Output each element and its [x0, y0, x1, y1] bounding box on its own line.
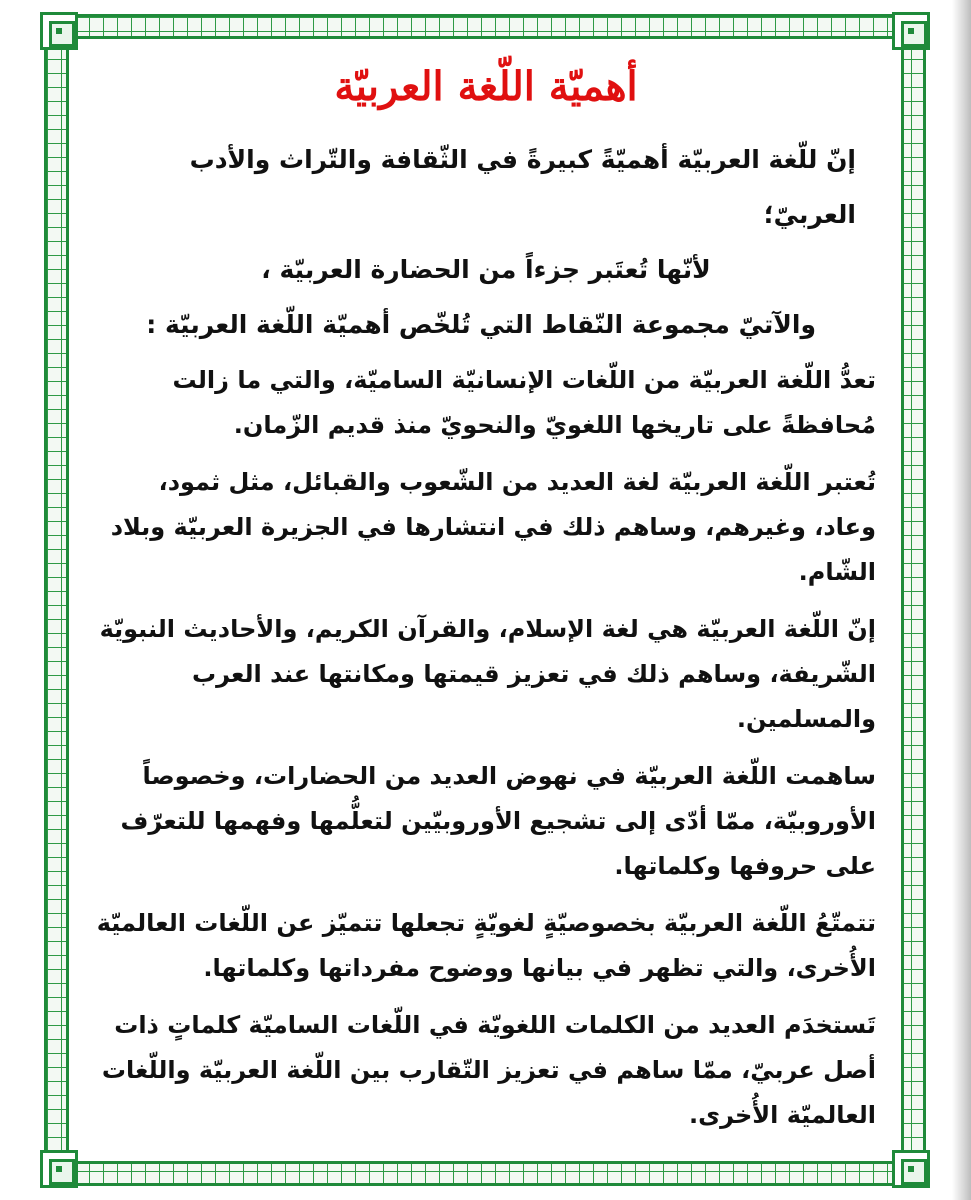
point-paragraph: ساهمت اللّغة العربيّة في نهوض العديد من الحضارات، وخصوصاً الأوروبيّة، ممّا أدّى إلى تشجيع الأوروبيّين لتعلُّمها وفهمها للتعرّف على حروفها وكلماتها. [120, 762, 876, 880]
intro-paragraph [96, 132, 876, 352]
point-paragraph: تعدُّ اللّغة العربيّة من اللّغات الإنسانيّة الساميّة، والتي ما زالت مُحافظةً على تاريخها اللغويّ والنحويّ منذ قديم الزّمان. [172, 366, 876, 439]
intro-line: لأنّها تُعتَبر جزءاً من الحضارة العربيّة ، [261, 255, 711, 284]
intro-line: والآتيّ مجموعة النّقاط التي تُلخّص أهميّة اللّغة العربيّة : [146, 310, 816, 339]
point-paragraph: تَستخدَم العديد من الكلمات اللغويّة في اللّغات الساميّة كلماتٍ ذات أصل عربيّ، ممّا ساهم في تعزيز التّقارب بين اللّغة العربيّة واللّغات العالميّة الأُخرى. [101, 1011, 876, 1129]
point-paragraph: تُعتبر اللّغة العربيّة لغة العديد من الشّعوب والقبائل، مثل ثمود، وعاد، وغيرهم، وساهم ذلك في انتشارها في الجزيرة العربيّة وبلاد الشّام. [110, 468, 876, 586]
point-paragraph: إنّ اللّغة العربيّة هي لغة الإسلام، والقرآن الكريم، والأحاديث النبويّة الشّريفة، وساهم ذلك في تعزيز قيمتها ومكانتها عند العرب والمسلمين. [99, 615, 876, 733]
point-paragraph: تتمتّعُ اللّغة العربيّة بخصوصيّةٍ لغويّةٍ تجعلها تتميّز عن اللّغات العالميّة الأُخرى، والتي تظهر في بيانها ووضوح مفرداتها وكلماتها. [96, 909, 876, 982]
document-content [96, 58, 876, 1138]
corner-ornament-bottom-right [892, 1150, 930, 1188]
intro-line: إنّ للّغة العربيّة أهميّةً كبيرةً في الثّقافة والتّراث والأدب العربيّ؛ [189, 145, 856, 229]
corner-ornament-top-left [40, 12, 78, 50]
page-edge-shadow [952, 0, 971, 1200]
corner-ornament-bottom-left [40, 1150, 78, 1188]
corner-ornament-top-right [892, 12, 930, 50]
page-title: أهميّة اللّغة العربيّة [334, 63, 638, 110]
